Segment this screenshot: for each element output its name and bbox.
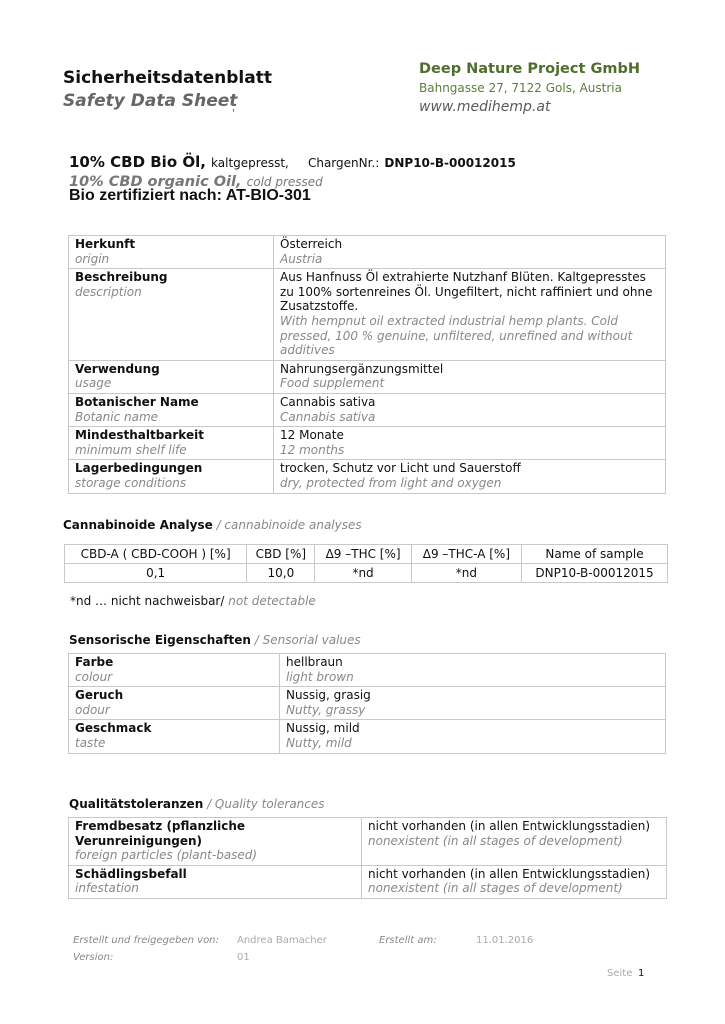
sensory-table bbox=[68, 653, 666, 754]
certification: Bio zertifiziert nach: AT-BIO-301 bbox=[69, 187, 311, 204]
property-value-english: nonexistent (in all stages of development) bbox=[368, 833, 623, 848]
page-number: 1 bbox=[638, 968, 645, 979]
quality-section-title bbox=[69, 797, 325, 811]
property-value-cell bbox=[274, 393, 666, 426]
property-value-english: dry, protected from light and oxygen bbox=[280, 475, 502, 490]
property-value-cell bbox=[274, 360, 666, 393]
property-label-cell bbox=[69, 236, 274, 269]
document-title: Sicherheitsdatenblatt bbox=[63, 68, 272, 88]
property-value: trocken, Schutz vor Licht und Sauerstoff bbox=[280, 461, 521, 476]
property-label-cell bbox=[69, 654, 280, 687]
table-cell: 10,0 bbox=[247, 564, 315, 583]
table-row bbox=[69, 687, 666, 720]
created-date-value: 11.01.2016 bbox=[476, 935, 534, 946]
not-detectable-note bbox=[70, 594, 316, 608]
cannabinoid-section-title bbox=[63, 518, 362, 532]
version-value: 01 bbox=[237, 952, 250, 963]
batch-label: ChargenNr.: bbox=[307, 156, 380, 170]
table-row bbox=[69, 720, 666, 753]
section-title-en: Sensorial values bbox=[262, 633, 361, 647]
property-label-english: colour bbox=[75, 669, 113, 684]
property-value-english: Food supplement bbox=[280, 376, 385, 391]
table-row bbox=[69, 865, 667, 898]
property-label: Farbe bbox=[75, 655, 114, 669]
property-value-english: Nutty, grassy bbox=[286, 702, 366, 717]
property-label: Geschmack bbox=[75, 721, 152, 736]
created-by-label: Erstellt und freigegeben von: bbox=[73, 935, 219, 946]
property-value-english: With hempnut oil extracted industrial hemp plants. Cold pressed, 100 % genuine, unfiltered, unrefined and without additives bbox=[280, 313, 633, 358]
property-label-cell bbox=[69, 865, 362, 898]
table-row bbox=[69, 427, 666, 460]
table-cell: *nd bbox=[411, 564, 521, 583]
property-label: Verwendung bbox=[75, 361, 160, 376]
table-row bbox=[69, 360, 666, 393]
properties-table bbox=[68, 235, 666, 494]
document-title-english: Safety Data Sheet bbox=[63, 91, 238, 111]
stray-mark: ' bbox=[232, 108, 235, 119]
property-value-english: 12 months bbox=[280, 442, 345, 457]
property-label-english: storage conditions bbox=[75, 475, 187, 490]
property-value: Aus Hanfnuss Öl extrahierte Nutzhanf Blüten. Kaltgepresstes zu 100% sortenreines Öl. Ungefiltert, nicht raffiniert und ohne Zusatzstoffe. bbox=[280, 270, 653, 314]
table-cell: *nd bbox=[315, 564, 411, 583]
property-label-english: origin bbox=[75, 251, 110, 266]
property-value: nicht vorhanden (in allen Entwicklungsstadien) bbox=[368, 819, 651, 833]
property-label-english: taste bbox=[75, 735, 106, 750]
property-label-cell bbox=[69, 360, 274, 393]
property-label-cell bbox=[69, 687, 280, 720]
note-de: *nd … nicht nachweisbar/ bbox=[70, 594, 225, 608]
section-title-de: Cannabinoide Analyse bbox=[63, 518, 213, 532]
property-value-english: Austria bbox=[280, 251, 323, 266]
section-title-en: cannabinoide analyses bbox=[224, 518, 362, 532]
column-header: Name of sample bbox=[522, 545, 668, 564]
property-label-cell bbox=[69, 269, 274, 361]
property-label-cell bbox=[69, 460, 274, 493]
product-process-english: cold pressed bbox=[246, 175, 323, 189]
section-title-de: Sensorische Eigenschaften bbox=[69, 633, 251, 647]
property-value-english: nonexistent (in all stages of development) bbox=[368, 881, 623, 896]
page-label: Seite bbox=[607, 968, 633, 979]
property-value-cell bbox=[280, 654, 666, 687]
property-value: Nussig, grasig bbox=[286, 688, 371, 703]
sensory-section-title bbox=[69, 633, 361, 647]
product-line-de bbox=[69, 152, 516, 171]
column-header: CBD [%] bbox=[247, 545, 315, 564]
column-header: Δ9 –THC [%] bbox=[315, 545, 411, 564]
table-row bbox=[69, 818, 667, 866]
property-label-cell bbox=[69, 393, 274, 426]
property-label-english: Botanic name bbox=[75, 409, 159, 424]
company-website: www.medihemp.at bbox=[419, 99, 551, 115]
table-cell: DNP10-B-00012015 bbox=[522, 564, 668, 583]
property-label-english: description bbox=[75, 284, 142, 299]
table-row bbox=[69, 269, 666, 361]
property-value: Nussig, mild bbox=[286, 721, 360, 736]
property-value-cell bbox=[274, 460, 666, 493]
property-value-cell bbox=[274, 427, 666, 460]
table-row bbox=[69, 393, 666, 426]
product-process: kaltgepresst, bbox=[211, 156, 289, 170]
table-cell: 0,1 bbox=[65, 564, 247, 583]
section-title-separator: / bbox=[250, 633, 263, 647]
cannabinoid-table bbox=[64, 544, 668, 583]
note-en: not detectable bbox=[228, 594, 316, 608]
property-label: Herkunft bbox=[75, 237, 136, 251]
property-label: Schädlingsbefall bbox=[75, 866, 187, 881]
property-value-english: light brown bbox=[286, 669, 354, 684]
property-label: Lagerbedingungen bbox=[75, 461, 203, 476]
table-row bbox=[65, 564, 668, 583]
created-date-label: Erstellt am: bbox=[379, 935, 437, 946]
column-header: CBD-A ( CBD-COOH ) [%] bbox=[65, 545, 247, 564]
property-label: Beschreibung bbox=[75, 270, 168, 285]
quality-table bbox=[68, 817, 667, 899]
property-label-english: infestation bbox=[75, 881, 139, 896]
property-value-cell bbox=[280, 720, 666, 753]
property-value-english: Cannabis sativa bbox=[280, 409, 376, 424]
property-value-english: Nutty, mild bbox=[286, 735, 352, 750]
section-title-en: Quality tolerances bbox=[214, 797, 325, 811]
version-label: Version: bbox=[73, 952, 114, 963]
property-label: Mindesthaltbarkeit bbox=[75, 428, 204, 443]
property-label: Botanischer Name bbox=[75, 394, 199, 409]
property-value-cell bbox=[274, 236, 666, 269]
property-value: 12 Monate bbox=[280, 428, 344, 443]
property-label-english: minimum shelf life bbox=[75, 442, 187, 457]
property-label-cell bbox=[69, 818, 362, 866]
property-label-english: odour bbox=[75, 702, 110, 717]
property-value: Österreich bbox=[280, 237, 343, 251]
product-name-english: 10% CBD organic Oil, bbox=[69, 174, 242, 190]
table-row bbox=[69, 460, 666, 493]
section-title-separator: / bbox=[203, 797, 215, 811]
property-value-cell bbox=[362, 865, 667, 898]
product-name: 10% CBD Bio Öl, bbox=[69, 153, 206, 171]
batch-number: DNP10-B-00012015 bbox=[384, 156, 516, 170]
section-title-separator: / bbox=[212, 518, 225, 532]
property-value-cell bbox=[280, 687, 666, 720]
property-value: Cannabis sativa bbox=[280, 394, 376, 409]
property-label-english: usage bbox=[75, 376, 112, 391]
company-name: Deep Nature Project GmbH bbox=[419, 61, 640, 77]
section-title-de: Qualitätstoleranzen bbox=[69, 797, 204, 811]
property-label: Geruch bbox=[75, 688, 124, 703]
column-header: Δ9 –THC-A [%] bbox=[411, 545, 521, 564]
property-label-cell bbox=[69, 720, 280, 753]
property-value: nicht vorhanden (in allen Entwicklungsstadien) bbox=[368, 866, 651, 881]
table-row bbox=[69, 236, 666, 269]
company-address: Bahngasse 27, 7122 Gols, Austria bbox=[419, 81, 622, 95]
created-by-value: Andrea Bamacher bbox=[237, 935, 327, 946]
property-label: Fremdbesatz (pflanzliche Verunreinigungen) bbox=[75, 819, 246, 848]
table-row bbox=[69, 654, 666, 687]
property-label-english: foreign particles (plant-based) bbox=[75, 848, 258, 863]
table-header-row bbox=[65, 545, 668, 564]
property-value: hellbraun bbox=[286, 655, 343, 669]
property-value-cell bbox=[362, 818, 667, 866]
property-value: Nahrungsergänzungsmittel bbox=[280, 361, 444, 376]
property-label-cell bbox=[69, 427, 274, 460]
property-value-cell bbox=[274, 269, 666, 361]
